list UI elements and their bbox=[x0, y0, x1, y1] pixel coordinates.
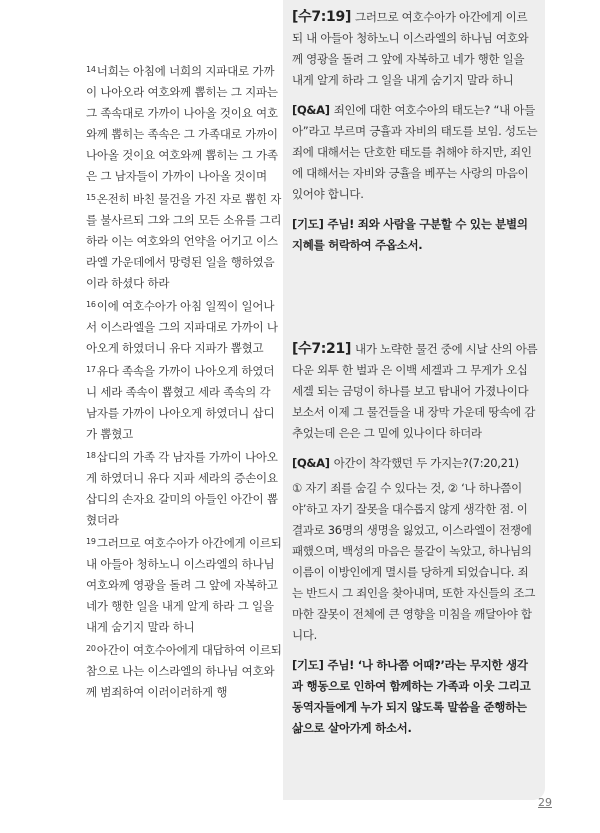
prayer-block bbox=[292, 655, 538, 739]
prayer-text: 주님! 죄와 사람을 구분할 수 있는 분별의 지혜를 허락하여 주옵소서. bbox=[292, 217, 528, 252]
verse-number: 16 bbox=[86, 300, 96, 309]
prayer-tag: [기도] bbox=[292, 658, 324, 672]
verse-text: 아간이 여호수아에게 대답하여 이르되 참으로 나는 이스라엘의 하나님 여호와께 범죄하여 이러이러하게 행 bbox=[86, 643, 282, 699]
verse-text: 삽디의 가족 각 남자를 가까이 나아오게 하였더니 유다 지파 세라의 증손이요 삽디의 손자요 갈미의 아들인 아간이 뽑혔더라 bbox=[86, 450, 278, 527]
verse-19 bbox=[86, 531, 282, 638]
qa-tag: [Q&A] bbox=[292, 103, 330, 117]
prayer-text: 주님! ‘나 하나쯤 어때?’라는 무지한 생각과 행동으로 인하여 함께하는 가족과 이웃 그리고 동역자들에게 누가 되지 않도록 말씀을 준행하는 삶으로 살아가게 하소서. bbox=[292, 658, 531, 735]
verse-number: 19 bbox=[86, 537, 96, 546]
verse-number: 15 bbox=[86, 193, 96, 202]
verse-number: 14 bbox=[86, 65, 96, 74]
qa-tag: [Q&A] bbox=[292, 456, 330, 470]
verse-number: 20 bbox=[86, 644, 96, 653]
qa-answer: ① 자기 죄를 숨길 수 있다는 것, ② ‘나 하나쯤이야’하고 자기 잘못을 대수롭지 않게 생각한 점. 이 결과로 36명의 생명을 잃었고, 이스라엘이 전쟁에 패했으며, 백성의 마음은 물같이 녹았고, 하나님의 이름이 이방인에게 멸시를 당하게 되었습니다. 죄는 반드시 그 죄인을 찾아내며, 또한 자신들의 조그마한 잘못이 전체에 큰 영향을 미침을 깨달아야 합니다. bbox=[292, 481, 536, 642]
verse-17 bbox=[86, 359, 282, 445]
verse-text: 이에 여호수아가 아침 일찍이 일어나서 이스라엘을 그의 지파대로 가까이 나아오게 하였더니 유다 지파가 뽑혔고 bbox=[86, 299, 278, 355]
verse-quote bbox=[292, 7, 538, 91]
verse-18 bbox=[86, 445, 282, 531]
qa-text: 아간이 착각했던 두 가지는?(7:20,21) bbox=[333, 456, 519, 470]
verse-ref: [수7:21] bbox=[292, 341, 352, 357]
verse-text: 그러므로 여호수아가 아간에게 이르되 내 아들아 청하노니 이스라엘의 하나님 여호와께 영광을 돌려 그 앞에 자복하고 네가 행한 일을 내게 알게 하라 그 일을 내게 숨기지 말라 하니 bbox=[86, 536, 282, 634]
qa-block bbox=[292, 100, 538, 205]
section-7-19 bbox=[292, 7, 538, 256]
verse-quote-text: 그러므로 여호수아가 아간에게 이르되 내 아들아 청하노니 이스라엘의 하나님 여호와께 영광을 돌려 그 앞에 자복하고 네가 행한 일을 내게 알게 하라 그 일을 내게 숨기지 말라 하니 bbox=[292, 10, 529, 87]
verse-14 bbox=[86, 59, 282, 187]
commentary-panel bbox=[283, 0, 545, 800]
verse-text: 너희는 아침에 너희의 지파대로 가까이 나아오라 여호와께 뽑히는 그 지파는 그 족속대로 가까이 나아올 것이요 여호와께 뽑히는 족속은 그 가족대로 가까이 나아올 것이요 여호와께 뽑히는 그 가족은 그 남자들이 가까이 나아올 것이며 bbox=[86, 64, 278, 183]
verse-quote-text: 내가 노략한 물건 중에 시날 산의 아름다운 외투 한 벌과 은 이백 세겔과 그 무게가 오십 세겔 되는 금덩이 하나를 보고 탐내어 가졌나이다 보소서 이제 그 물건들을 내 장막 가운데 땅속에 감추었는데 은은 그 밑에 있나이다 하더라 bbox=[292, 342, 538, 440]
verse-text: 온전히 바친 물건을 가진 자로 뽑힌 자를 불사르되 그와 그의 모든 소유를 그리하라 이는 여호와의 언약을 어기고 이스라엘 가운데에서 망령된 일을 행하였음이라 하셨다 하라 bbox=[86, 192, 282, 290]
verse-20 bbox=[86, 638, 282, 703]
verse-number: 17 bbox=[86, 365, 96, 374]
qa-block bbox=[292, 453, 538, 474]
verse-quote bbox=[292, 339, 538, 444]
verse-16 bbox=[86, 294, 282, 359]
qa-text: 죄인에 대한 여호수아의 태도는? “내 아들아”라고 부르며 긍휼과 자비의 태도를 보임. 성도는 죄에 대해서는 단호한 태도를 취해야 하지만, 죄인에 대해서는 자비와 긍휼을 베푸는 사랑의 마음이 있어야 합니다. bbox=[292, 103, 538, 201]
verse-15 bbox=[86, 187, 282, 294]
verse-text: 유다 족속을 가까이 나아오게 하였더니 세라 족속이 뽑혔고 세라 족속의 각 남자를 가까이 나아오게 하였더니 삽디가 뽑혔고 bbox=[86, 364, 275, 441]
verse-number: 18 bbox=[86, 451, 96, 460]
verse-ref: [수7:19] bbox=[292, 9, 352, 25]
scripture-column bbox=[86, 59, 282, 703]
page-number: 29 bbox=[538, 796, 552, 809]
prayer-tag: [기도] bbox=[292, 217, 324, 231]
prayer-block bbox=[292, 214, 538, 256]
section-7-21 bbox=[292, 339, 538, 739]
